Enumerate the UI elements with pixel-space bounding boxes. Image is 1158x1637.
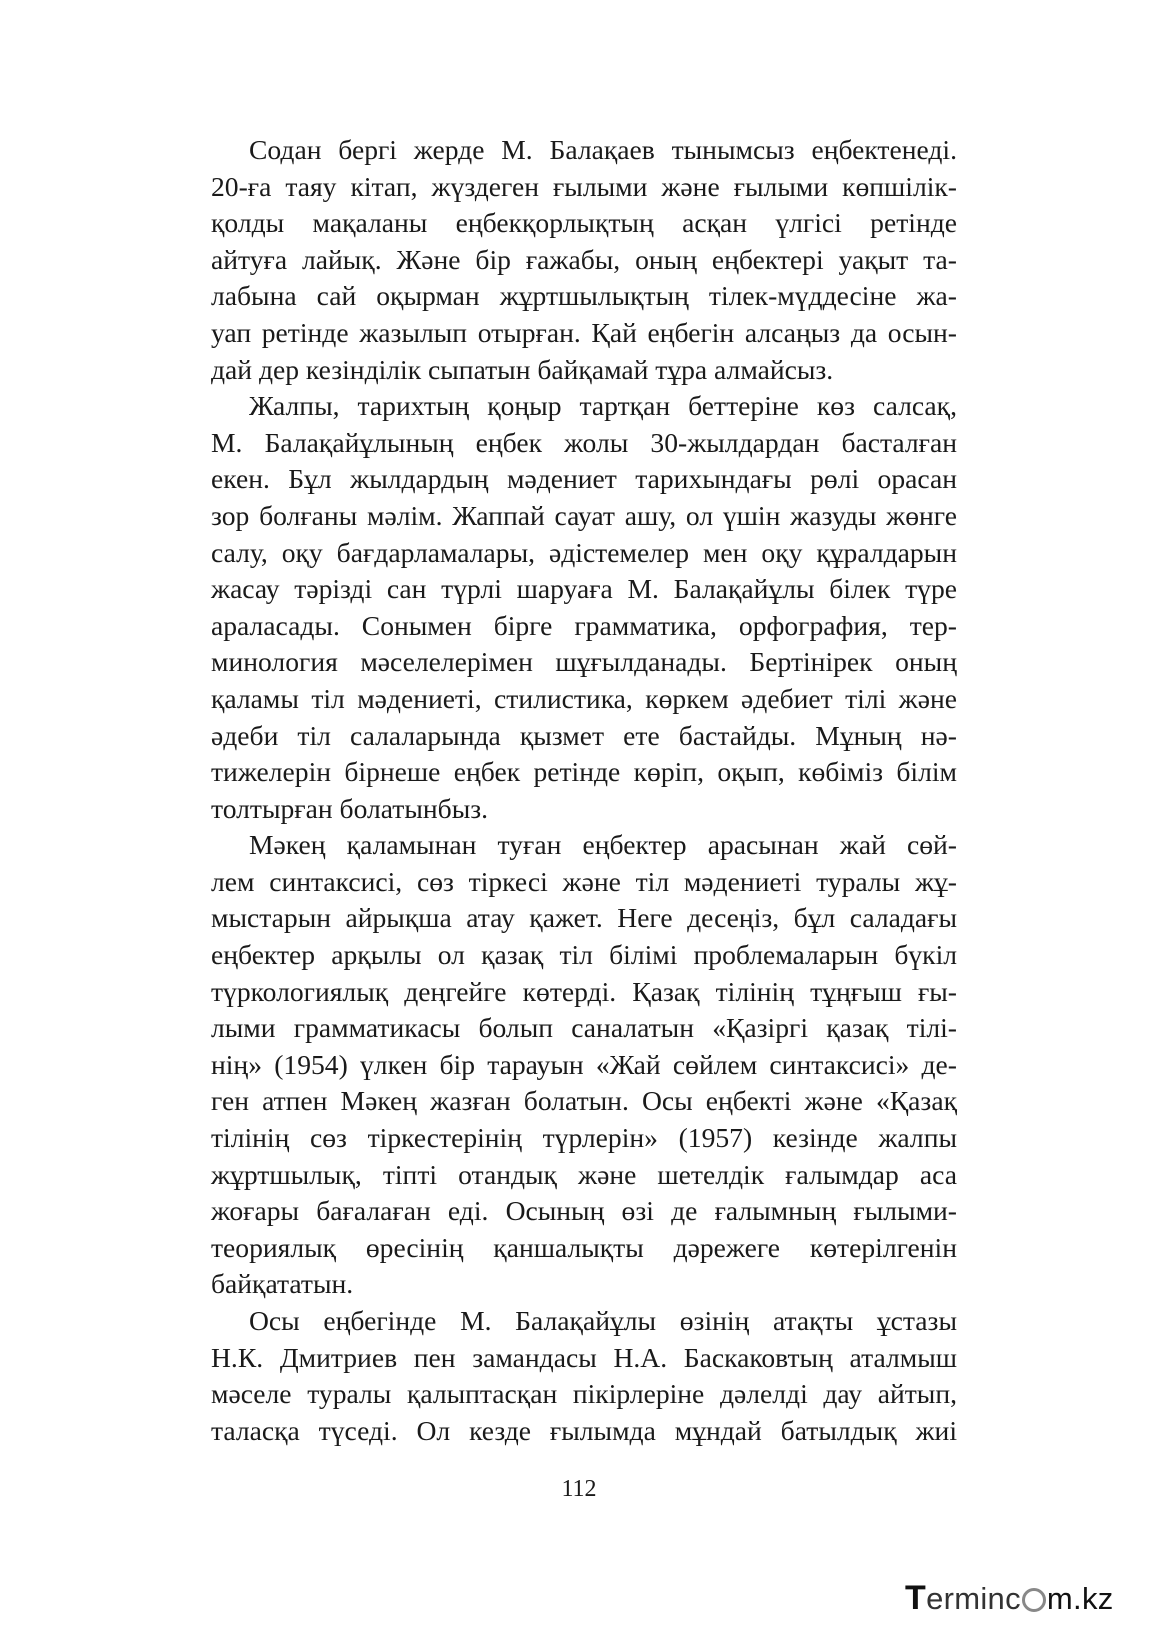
text-line: мәселе туралы қалыптасқан пікірлеріне дәлелді дау айтып, (211, 1378, 957, 1410)
text-line: араласады. Сонымен бірге грамматика, орфография, тер- (211, 609, 957, 641)
watermark-text: erminc (926, 1581, 1021, 1616)
text-line: екен. Бұл жылдардың мәдениет тарихындағы рөлі орасан (211, 463, 957, 495)
text-line: М. Балақайұлының еңбек жолы 30-жылдардан басталған (211, 426, 957, 458)
text-line: 20-ға таяу кітап, жүздеген ғылыми және ғылыми көпшілік- (211, 170, 957, 202)
text-line: лем синтаксисі, сөз тіркесі және тіл мәдениеті туралы жұ- (211, 865, 957, 897)
site-watermark-logo (905, 1578, 1114, 1618)
text-line: Жалпы, тарихтың қоңыр тартқан беттеріне көз салсақ, (249, 390, 957, 422)
watermark-ring-icon (1022, 1588, 1046, 1612)
text-line: жоғары бағалаған еді. Осының өзі де ғалымның ғылыми- (211, 1195, 957, 1227)
text-line: әдеби тіл салаларында қызмет ете бастайды. Мұның нә- (211, 719, 957, 751)
text-line: Осы еңбегінде М. Балақайұлы өзінің атақты ұстазы (249, 1305, 957, 1336)
text-line: жасау тәрізді сан түрлі шаруаға М. Балақайұлы білек түре (211, 573, 957, 605)
text-line: еңбектер арқылы ол қазақ тіл білімі проблемаларын бүкіл (211, 939, 957, 971)
text-line: қолды мақаланы еңбекқорлықтың асқан үлгісі ретінде (211, 207, 957, 239)
text-line: жұртшылық, тіпті отандық және шетелдік ғалымдар аса (211, 1158, 957, 1190)
text-line: дай дер кезінділік сыпатын байқамай тұра алмайсыз. (211, 353, 834, 385)
page-number: 112 (561, 1476, 597, 1502)
text-line: тілінің сөз тіркестерінің түрлерін» (1957) кезінде жалпы (211, 1122, 957, 1154)
text-line: салу, оқу бағдарламалары, әдістемелер мен оқу құралдарын (211, 536, 957, 568)
text-line: тижелерін бірнеше еңбек ретінде көріп, оқып, көбіміз білім (211, 756, 957, 788)
watermark-domain: m.kz (1046, 1581, 1114, 1616)
text-line: айтуға лайық. Және бір ғажабы, оның еңбектері уақыт та- (211, 243, 957, 275)
text-line: Н.К. Дмитриев пен замандасы Н.А. Баскаковтың аталмыш (211, 1341, 957, 1373)
text-line: нің» (1954) үлкен бір тарауын «Жай сөйлем синтаксисі» де- (211, 1048, 957, 1080)
text-line: зор болғаны мәлім. Жаппай сауат ашу, ол үшін жазуды жөнге (211, 499, 957, 531)
text-line: таласқа түседі. Ол кезде ғылымда мұндай батылдық жиі (211, 1414, 957, 1446)
text-line: теориялық өресінің қаншалықты дәрежеге көтерілгенін (211, 1231, 957, 1263)
text-line: лыми грамматикасы болып саналатын «Қазіргі қазақ тілі- (211, 1012, 957, 1044)
text-line: мыстарын айрықша атау қажет. Неге десеңіз, бұл саладағы (211, 902, 957, 934)
text-line: түркологиялық деңгейге көтерді. Қазақ тілінің тұңғыш ғы- (211, 975, 957, 1007)
text-line: қаламы тіл мәдениеті, стилистика, көркем әдебиет тілі және (211, 682, 957, 714)
text-line: толтырған болатынбыз. (211, 792, 489, 824)
text-line: ген атпен Мәкең жазған болатын. Осы еңбекті және «Қазақ (211, 1085, 957, 1117)
text-line: Содан бергі жерде М. Балақаев тынымсыз еңбектенеді. (249, 134, 957, 165)
watermark-letter-t: T (905, 1579, 927, 1617)
body-text (211, 132, 957, 1449)
text-line: минология мәселелерімен шұғылданады. Бертінірек оның (211, 646, 957, 678)
text-line: Мәкең қаламынан туған еңбектер арасынан жай сөй- (249, 829, 957, 861)
text-line: лабына сай оқырман жұртшылықтың тілек-мүддесіне жа- (211, 280, 957, 312)
text-line: байқататын. (211, 1268, 354, 1300)
text-line: уап ретінде жазылып отырған. Қай еңбегін алсаңыз да осын- (211, 316, 957, 348)
